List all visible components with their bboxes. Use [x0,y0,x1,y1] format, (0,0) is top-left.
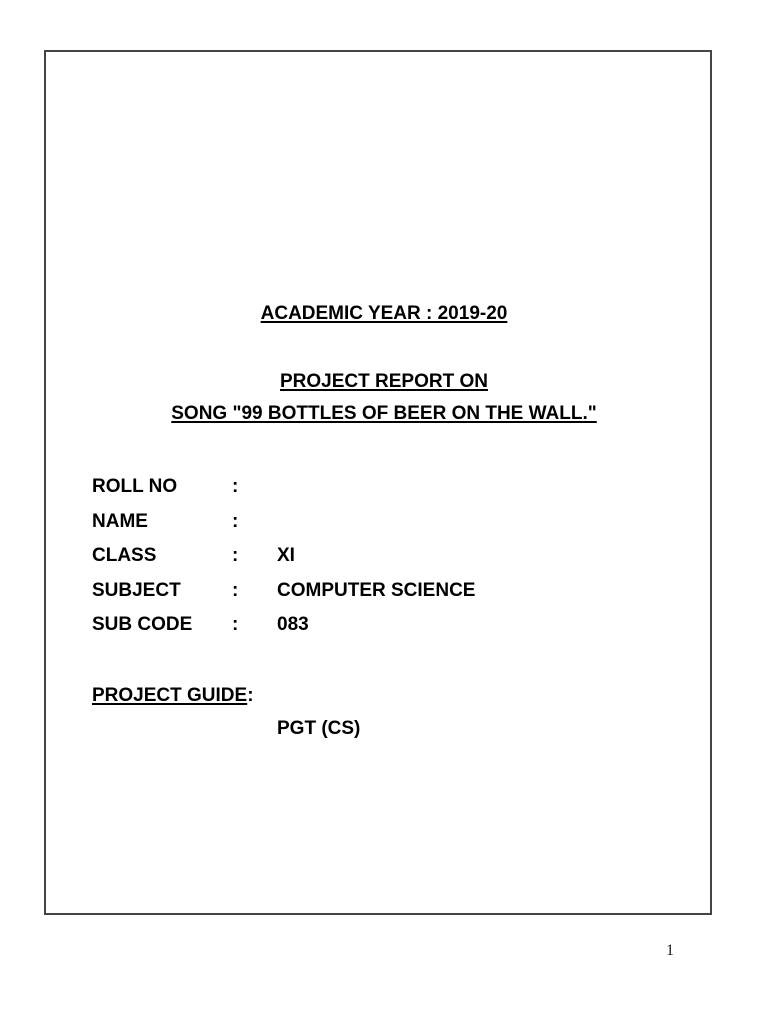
detail-label: ROLL NO [92,476,178,497]
song-title-heading: SONG "99 BOTTLES OF BEER ON THE WALL." [171,403,597,424]
academic-year-heading: ACADEMIC YEAR : 2019-20 [260,303,508,324]
detail-colon: : [232,545,239,566]
page-number: 1 [666,942,674,959]
detail-value: 083 [277,614,309,635]
detail-label: SUB CODE [92,614,193,635]
detail-value: COMPUTER SCIENCE [277,579,476,601]
student-details-block [92,476,475,649]
detail-row-subject [92,580,475,615]
detail-colon: : [232,614,239,635]
detail-label: NAME [92,510,148,532]
detail-colon: : [232,510,239,532]
project-report-heading: PROJECT REPORT ON [280,371,488,392]
detail-row-class [92,545,475,580]
detail-row-roll-no [92,476,475,511]
detail-value: XI [277,545,295,566]
detail-colon: : [232,579,239,601]
project-guide-label: PROJECT GUIDE [92,685,248,706]
detail-row-name [92,511,475,546]
detail-colon: : [232,476,239,497]
detail-row-sub-code [92,614,475,649]
project-guide-value: PGT (CS) [277,718,361,739]
project-guide-heading [92,685,254,707]
project-guide-colon: : [247,685,254,706]
detail-label: SUBJECT [92,579,181,601]
detail-label: CLASS [92,545,157,566]
